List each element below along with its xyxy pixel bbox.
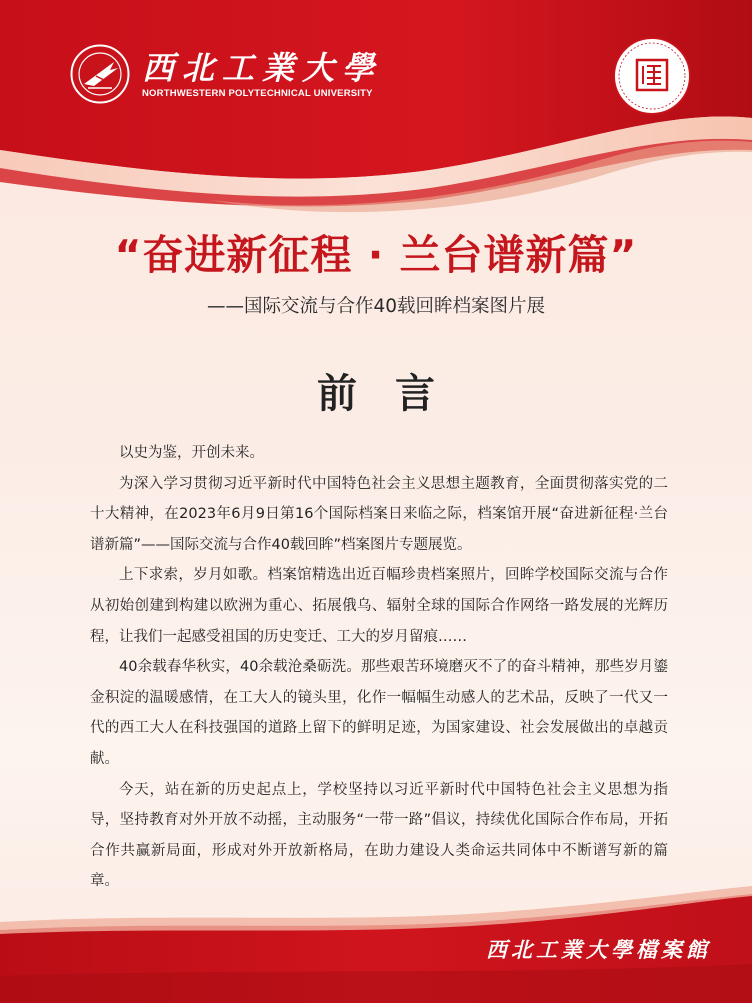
university-emblem-icon [70, 44, 130, 104]
archive-seal-icon [612, 36, 692, 116]
university-logo [70, 44, 382, 104]
paragraph-5: 今天，站在新的历史起点上，学校坚持以习近平新时代中国特色社会主义思想为指导，坚持教育对外开放不动摇，主动服务“一带一路”倡议，持续优化国际合作布局，开拓合作共赢新局面，形成对外开放新格局，在助力建设人类命运共同体中不断谱写新的篇章。 [90, 781, 668, 890]
university-name-en: NORTHWESTERN POLYTECHNICAL UNIVERSITY [142, 87, 373, 99]
exhibition-subtitle: ——国际交流与合作40载回眸档案图片展 [206, 296, 546, 317]
archive-signature: 西北工業大學檔案館 [486, 937, 711, 962]
paragraph-3: 上下求索，岁月如歌。档案馆精选出近百幅珍贵档案照片，回眸学校国际交流与合作从初始创建到构建以欧洲为重心、拓展俄乌、辐射全球的国际合作网络一路发展的光辉历程，让我们一起感受祖国的历史变迁、工大的岁月留痕…… [90, 567, 668, 645]
paragraph-1: 以史为鉴，开创未来。 [119, 445, 264, 461]
preface-heading: 前言 [317, 370, 473, 417]
exhibition-title: “奋进新征程 · 兰台谱新篇” [114, 231, 638, 279]
preface-body [90, 438, 668, 897]
paragraph-2: 为深入学习贯彻习近平新时代中国特色社会主义思想主题教育，全面贯彻落实党的二十大精神，在2023年6月9日第16个国际档案日来临之际，档案馆开展“奋进新征程·兰台谱新篇”——国际交流与合作40载回眸”档案图片专题展览。 [90, 475, 668, 553]
paragraph-4: 40余载春华秋实，40余载沧桑砺洗。那些艰苦环境磨灭不了的奋斗精神，那些岁月鎏金积淀的温暖感情，在工大人的镜头里，化作一幅幅生动感人的艺术品，反映了一代又一代的西工大人在科技强国的道路上留下的鲜明足迹，为国家建设、社会发展做出的卓越贡献。 [90, 659, 668, 767]
university-name-cn: 西北工業大學 [142, 48, 383, 87]
